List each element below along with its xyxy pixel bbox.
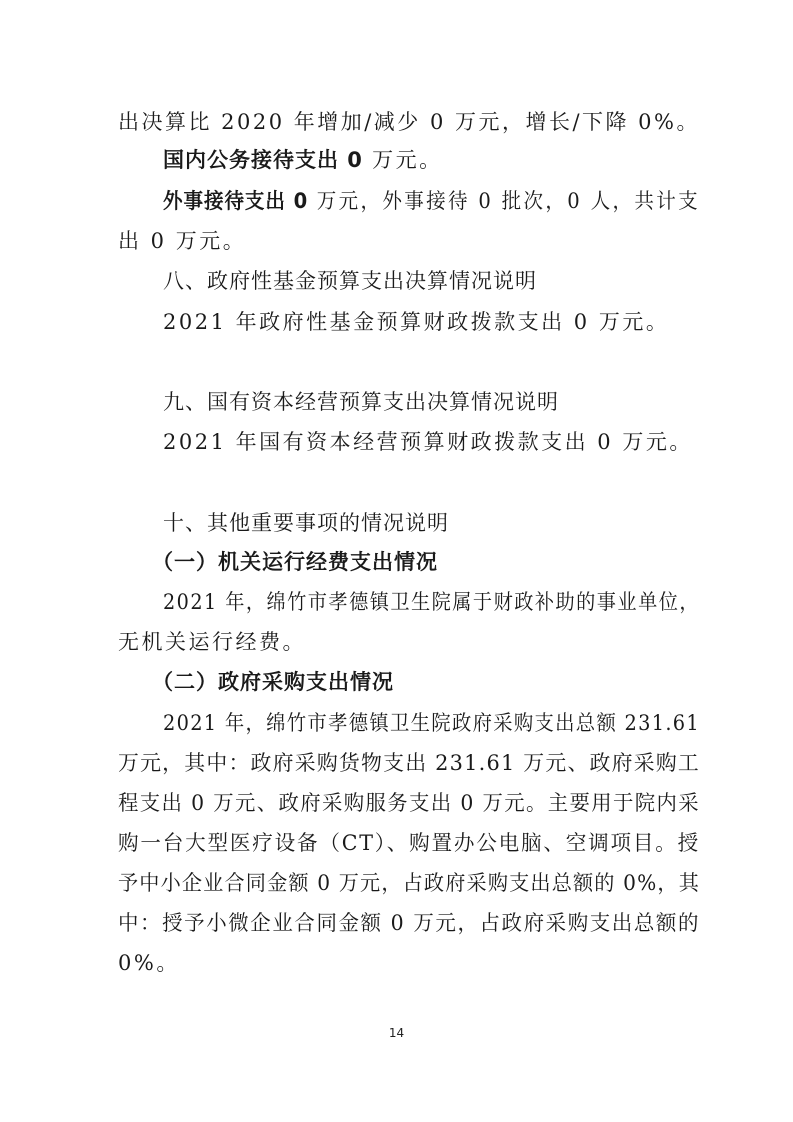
section-heading-8: 八、政府性基金预算支出决算情况说明 [163, 269, 537, 293]
paragraph-line: 2021 年政府性基金预算财政拨款支出 0 万元。 [163, 310, 670, 334]
paragraph-line: 出 0 万元。 [118, 229, 247, 253]
bold-label: 外事接待支出 0 [163, 189, 309, 213]
text-run: 万元，外事接待 0 批次，0 人，共计支 [308, 189, 700, 213]
paragraph-line: 万元，其中：政府采购货物支出 231.61 万元、政府采购工 [118, 751, 701, 775]
text-run: 万元。 [362, 148, 443, 172]
paragraph-line: 0%。 [118, 951, 180, 975]
section-heading-9: 九、国有资本经营预算支出决算情况说明 [163, 390, 559, 414]
subsection-heading-2: （二）政府采购支出情况 [152, 670, 394, 694]
paragraph-line [163, 186, 700, 216]
paragraph-line: 出决算比 2020 年增加/减少 0 万元，增长/下降 0%。 [118, 110, 700, 134]
paragraph-line: 2021 年国有资本经营预算财政拨款支出 0 万元。 [163, 430, 693, 454]
paragraph-line: 中：授予小微企业合同金额 0 万元，占政府采购支出总额的 [118, 911, 701, 935]
paragraph-line: 无机关运行经费。 [118, 630, 306, 654]
page-number: 14 [388, 1026, 405, 1040]
subsection-heading-1: （一）机关运行经费支出情况 [152, 550, 438, 574]
paragraph-line: 2021 年，绵竹市孝德镇卫生院属于财政补助的事业单位， [163, 590, 701, 614]
paragraph-line: 购一台大型医疗设备（CT）、购置办公电脑、空调项目。授 [118, 831, 700, 855]
paragraph-line [163, 145, 443, 175]
section-heading-10: 十、其他重要事项的情况说明 [163, 511, 449, 535]
paragraph-line: 予中小企业合同金额 0 万元，占政府采购支出总额的 0%，其 [118, 871, 701, 895]
paragraph-line: 2021 年，绵竹市孝德镇卫生院政府采购支出总额 231.61 [163, 711, 700, 735]
paragraph-line: 程支出 0 万元、政府采购服务支出 0 万元。主要用于院内采 [118, 791, 700, 815]
bold-label: 国内公务接待支出 0 [163, 148, 363, 172]
